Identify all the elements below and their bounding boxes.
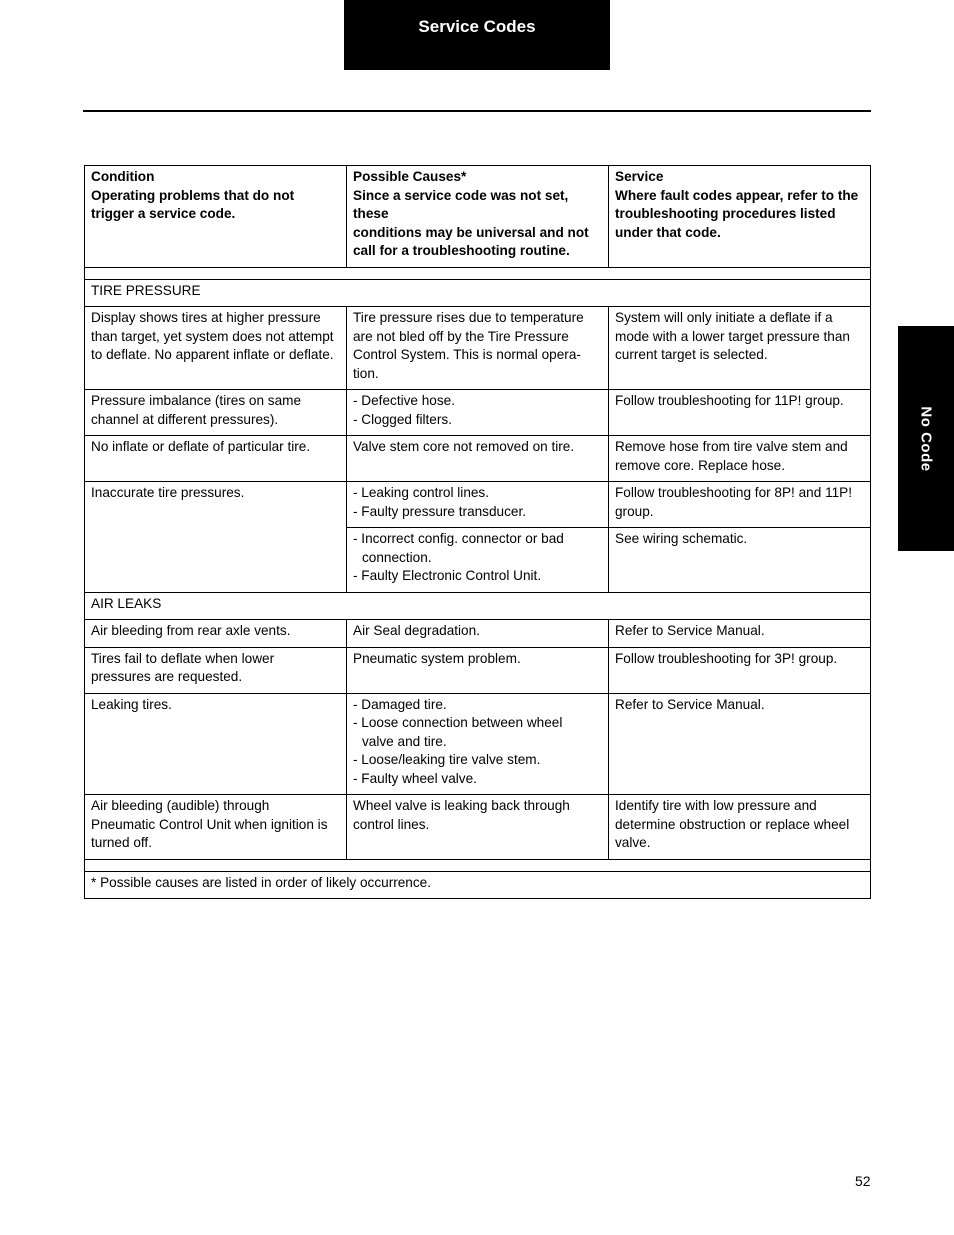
causes-cell bbox=[347, 528, 609, 593]
cell-line: - Damaged tire. bbox=[353, 696, 447, 712]
cell-line: Identify tire with low pressure and bbox=[615, 798, 817, 813]
cell-line: Wheel valve is leaking back through bbox=[353, 798, 570, 813]
cell-line: Remove hose from tire valve stem and bbox=[615, 439, 848, 454]
cell-line: valve. bbox=[615, 835, 651, 850]
service-cell bbox=[609, 528, 871, 593]
cell-line: Display shows tires at higher pressure bbox=[91, 310, 321, 325]
cell-line: Operating problems that do not bbox=[91, 187, 295, 203]
table-row bbox=[85, 693, 871, 795]
cell-line: call for a troubleshooting routine. bbox=[353, 243, 570, 258]
causes-cell bbox=[347, 482, 609, 528]
cell-line: determine obstruction or replace wheel bbox=[615, 816, 850, 832]
cell-line: - Leaking control lines. bbox=[353, 485, 490, 500]
table-row bbox=[85, 390, 871, 436]
cell-line: Refer to Service Manual. bbox=[615, 696, 765, 712]
service-cell bbox=[609, 693, 871, 795]
service-cell bbox=[609, 620, 871, 648]
section-header-title: Service Codes bbox=[418, 17, 536, 36]
cell-line: Control System. This is normal opera- bbox=[353, 347, 581, 362]
condition-cell bbox=[85, 795, 347, 860]
cell-line: valve and tire. bbox=[362, 733, 447, 749]
cell-line: to deflate. No apparent inflate or deflate. bbox=[91, 347, 334, 362]
cell-line: - Faulty wheel valve. bbox=[353, 770, 477, 786]
cell-line: trigger a service code. bbox=[91, 206, 236, 221]
causes-cell bbox=[347, 647, 609, 693]
cell-line: Valve stem core not removed on tire. bbox=[353, 439, 575, 454]
side-tab bbox=[898, 326, 954, 551]
cell-line: pressures are requested. bbox=[91, 669, 243, 684]
cell-line: Inaccurate tire pressures. bbox=[91, 485, 245, 500]
causes-cell bbox=[347, 390, 609, 436]
table-row bbox=[85, 482, 871, 528]
column-header bbox=[609, 166, 871, 268]
cell-line: No inflate or deflate of particular tire. bbox=[91, 439, 311, 454]
cell-line: channel at different pressures). bbox=[91, 411, 279, 427]
cell-line: troubleshooting procedures listed bbox=[615, 206, 836, 221]
causes-cell bbox=[347, 795, 609, 860]
side-tab-label: No Code bbox=[917, 405, 935, 472]
cell-line: conditions may be universal and not bbox=[353, 224, 589, 240]
cell-line: connection. bbox=[362, 549, 432, 565]
row-spacer bbox=[85, 859, 871, 871]
condition-cell bbox=[85, 390, 347, 436]
condition-cell bbox=[85, 620, 347, 648]
cell-line: - Clogged filters. bbox=[353, 411, 452, 427]
cell-line: Tire pressure rises due to temperature bbox=[353, 310, 584, 325]
row-spacer bbox=[85, 267, 871, 279]
column-header bbox=[85, 166, 347, 268]
cell-line: tion. bbox=[353, 365, 379, 381]
cell-line: Pressure imbalance (tires on same bbox=[91, 393, 302, 408]
causes-cell bbox=[347, 620, 609, 648]
cell-line: current target is selected. bbox=[615, 347, 768, 362]
cell-line: under that code. bbox=[615, 224, 721, 240]
service-cell bbox=[609, 482, 871, 528]
table-row bbox=[85, 795, 871, 860]
cell-line: Pneumatic Control Unit when ignition is bbox=[91, 816, 328, 832]
cell-line: control lines. bbox=[353, 816, 430, 832]
header-rule bbox=[83, 110, 871, 112]
causes-cell bbox=[347, 436, 609, 482]
section-header-tab bbox=[344, 0, 610, 70]
service-cell bbox=[609, 390, 871, 436]
table-row bbox=[85, 436, 871, 482]
cell-line: Air bleeding (audible) through bbox=[91, 798, 270, 813]
cell-line: than target, yet system does not attempt bbox=[91, 328, 334, 344]
section-title: AIR LEAKS bbox=[85, 592, 871, 620]
condition-cell bbox=[85, 307, 347, 390]
condition-cell bbox=[85, 482, 347, 593]
cell-line: System will only initiate a deflate if a bbox=[615, 310, 833, 325]
cell-line: Tires fail to deflate when lower bbox=[91, 650, 275, 666]
table-row bbox=[85, 620, 871, 648]
cell-line: turned off. bbox=[91, 835, 152, 850]
cell-line: - Defective hose. bbox=[353, 393, 455, 408]
cell-line: group. bbox=[615, 503, 654, 519]
condition-cell bbox=[85, 647, 347, 693]
cell-line: Where fault codes appear, refer to the bbox=[615, 187, 859, 203]
section-row bbox=[85, 592, 871, 620]
cell-line: Since a service code was not set, these bbox=[353, 187, 569, 221]
cell-line: - Incorrect config. connector or bad bbox=[353, 531, 564, 546]
table-header-row bbox=[85, 166, 871, 268]
cell-line: Air Seal degradation. bbox=[353, 623, 480, 638]
cell-line: See wiring schematic. bbox=[615, 531, 748, 546]
page-number: 52 bbox=[855, 1173, 871, 1189]
service-cell bbox=[609, 436, 871, 482]
column-title: Possible Causes* bbox=[353, 169, 467, 184]
column-header bbox=[347, 166, 609, 268]
cell-line: remove core. Replace hose. bbox=[615, 457, 786, 473]
causes-cell bbox=[347, 307, 609, 390]
cell-line: mode with a lower target pressure than bbox=[615, 328, 850, 344]
column-title: Condition bbox=[91, 169, 155, 184]
cell-line: Pneumatic system problem. bbox=[353, 650, 521, 666]
service-cell bbox=[609, 795, 871, 860]
table-row bbox=[85, 647, 871, 693]
cell-line: Air bleeding from rear axle vents. bbox=[91, 623, 291, 638]
cell-line: - Faulty Electronic Control Unit. bbox=[353, 568, 542, 583]
table-row bbox=[85, 307, 871, 390]
footnote-row bbox=[85, 871, 871, 899]
causes-cell bbox=[347, 693, 609, 795]
section-row bbox=[85, 279, 871, 307]
cell-line: Leaking tires. bbox=[91, 696, 172, 712]
cell-line: - Faulty pressure transducer. bbox=[353, 503, 527, 519]
cell-line: - Loose connection between wheel bbox=[353, 715, 563, 730]
cell-line: Follow troubleshooting for 11P! group. bbox=[615, 393, 844, 408]
footnote: * Possible causes are listed in order of likely occurrence. bbox=[85, 871, 871, 899]
cell-line: Follow troubleshooting for 8P! and 11P! bbox=[615, 485, 853, 500]
cell-line: - Loose/leaking tire valve stem. bbox=[353, 752, 541, 767]
service-cell bbox=[609, 307, 871, 390]
condition-cell bbox=[85, 693, 347, 795]
cell-line: are not bled off by the Tire Pressure bbox=[353, 328, 569, 344]
cell-line: Refer to Service Manual. bbox=[615, 623, 765, 638]
service-cell bbox=[609, 647, 871, 693]
cell-line: Follow troubleshooting for 3P! group. bbox=[615, 650, 838, 666]
service-codes-table bbox=[84, 165, 871, 899]
column-title: Service bbox=[615, 169, 664, 184]
condition-cell bbox=[85, 436, 347, 482]
section-title: TIRE PRESSURE bbox=[85, 279, 871, 307]
